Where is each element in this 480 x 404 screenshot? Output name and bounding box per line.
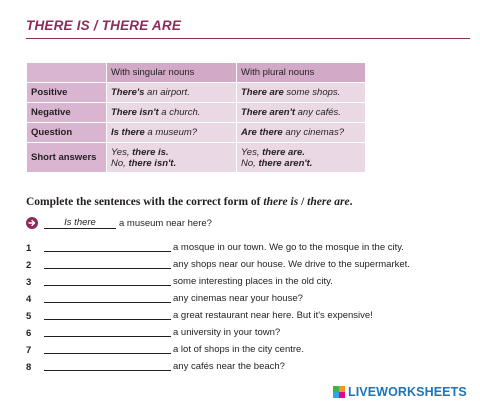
short-singular-yes: Yes, there is. [111,146,169,158]
question-item [26,257,446,271]
liveworksheets-logo[interactable] [333,385,467,399]
exercise-instruction [26,196,353,208]
example-sentence [26,216,212,230]
table-row [27,103,366,123]
instruction-separator: / [298,196,308,208]
question-text: a university in your town? [173,327,281,338]
instruction-suffix: . [349,196,353,208]
question-text: a lot of shops in the city centre. [173,344,304,355]
row-label-negative: Negative [27,103,107,123]
header-singular: With singular nouns [107,63,237,83]
cell-positive-plural: There are some shops. [237,83,366,103]
cell-question-plural: Are there any cinemas? [237,123,366,143]
short-singular-no: No, there isn't. [111,157,177,169]
question-item [26,342,446,356]
question-item [26,308,446,322]
question-text: any shops near our house. We drive to the supermarket. [173,259,410,270]
short-plural-yes: Yes, there are. [241,146,305,158]
question-item [26,274,446,288]
instruction-term-there-are: there are [307,196,350,208]
cell-short-plural [237,143,366,173]
question-text: a mosque in our town. We go to the mosque in the city. [173,242,404,253]
table-row [27,143,366,173]
cell-negative-singular: There isn't a church. [107,103,237,123]
question-number: 7 [26,345,32,356]
question-text: any cinemas near your house? [173,293,303,304]
header-plural: With plural nouns [237,63,366,83]
short-plural-no: No, there aren't. [241,157,313,169]
table-row [27,83,366,103]
question-number: 4 [26,294,32,305]
cell-positive-singular: There's an airport. [107,83,237,103]
table-header-row [27,63,366,83]
question-number: 1 [26,243,32,254]
example-rest: a museum near here? [119,217,212,229]
cell-negative-plural: There aren't any cafés. [237,103,366,123]
question-item [26,359,446,373]
answer-blank-8[interactable] [44,361,171,371]
cell-short-singular [107,143,237,173]
row-label-positive: Positive [27,83,107,103]
answer-blank-3[interactable] [44,276,171,286]
row-label-question: Question [27,123,107,143]
instruction-prefix: Complete the sentences with the correct form of [26,196,264,208]
cell-question-singular: Is there a museum? [107,123,237,143]
question-number: 2 [26,260,32,271]
question-number: 3 [26,277,32,288]
question-text: some interesting places in the old city. [173,276,333,287]
logo-text: LIVEWORKSHEETS [348,385,467,399]
table-corner-cell [27,63,107,83]
arrow-right-icon [26,217,38,229]
question-text: a great restaurant near here. But it's expensive! [173,310,373,321]
row-label-short-answers: Short answers [27,143,107,173]
instruction-term-there-is: there is [263,196,299,208]
table-row [27,123,366,143]
title-divider [26,38,470,39]
question-number: 5 [26,311,32,322]
answer-blank-1[interactable] [44,242,171,252]
page-title: THERE IS / THERE ARE [26,18,182,33]
answer-blank-7[interactable] [44,344,171,354]
answer-blank-2[interactable] [44,259,171,269]
question-text: any cafés near the beach? [173,361,285,372]
example-answer: Is there [44,217,116,229]
question-item [26,291,446,305]
question-item [26,325,446,339]
grammar-table [26,62,366,173]
answer-blank-4[interactable] [44,293,171,303]
logo-grid-icon [333,386,345,398]
answer-blank-6[interactable] [44,327,171,337]
answer-blank-5[interactable] [44,310,171,320]
question-number: 8 [26,362,32,373]
question-number: 6 [26,328,32,339]
question-item [26,240,446,254]
